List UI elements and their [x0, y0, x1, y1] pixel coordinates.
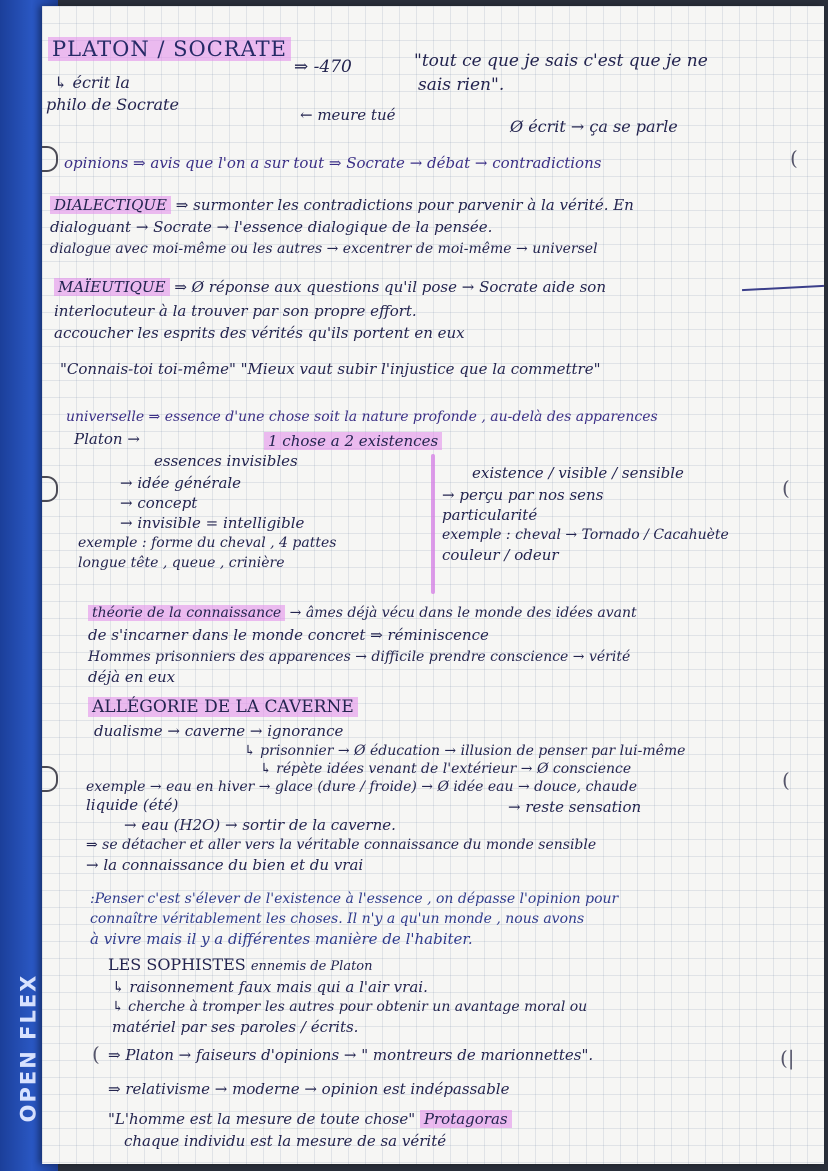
bracket-mark: (: [92, 1042, 100, 1066]
left-col-line-6: longue tête , queue , crinière: [78, 555, 285, 571]
bracket-mark: (: [782, 476, 790, 500]
reste-note: → reste sensation: [508, 798, 642, 816]
penser-line-1: :Penser c'est s'élever de l'existence à l'essence , on dépasse l'opinion pour: [90, 891, 619, 907]
one-thing-two-existences: 1 chose a 2 existences: [264, 432, 442, 450]
quotes-line: "Connais-toi toi-même" "Mieux vaut subir l'injustice que la commettre": [60, 360, 601, 378]
chaque-individu-line: chaque individu est la mesure de sa vérité: [124, 1132, 447, 1150]
opinions-line: opinions ⇒ avis que l'on a sur tout ⇒ Socrate → débat → contradictions: [64, 154, 602, 172]
date-note: ⇒ -470: [294, 57, 352, 77]
punch-hole: [42, 146, 58, 172]
punch-hole: [42, 476, 58, 502]
left-col-line-1: essences invisibles: [154, 452, 298, 470]
eau-example-line: exemple → eau en hiver → glace (dure / froide) → Ø idée eau → douce, chaude: [86, 779, 638, 795]
punch-hole: [42, 766, 58, 792]
page-title: PLATON / SOCRATE: [48, 37, 291, 61]
penser-line-3: à vivre mais il y a différentes manière de l'habiter.: [90, 930, 473, 948]
bracket-mark: (: [782, 768, 790, 792]
written-note: ↳ écrit la: [54, 73, 130, 92]
protagoras-label: Protagoras: [420, 1110, 512, 1128]
right-col-line-2: → perçu par nos sens: [442, 486, 604, 504]
left-col-line-4: → invisible = intelligible: [120, 514, 305, 532]
divider-line: [431, 454, 435, 594]
killed-note: ← meure tué: [300, 106, 396, 124]
sophistes-line-3: matériel par ses paroles / écrits.: [112, 1018, 359, 1036]
dialectique-term: DIALECTIQUE: [50, 196, 171, 214]
dialectique-line-3: dialogue avec moi-même ou les autres → excentrer de moi-même → universel: [50, 241, 598, 257]
theorie-def: → âmes déjà vécu dans le monde des idées avant: [289, 605, 637, 621]
notebook-page: [42, 6, 824, 1164]
detacher-line: ⇒ se détacher et aller vers la véritable connaissance du monde sensible: [86, 837, 597, 853]
left-col-line-5: exemple : forme du cheval , 4 pattes: [78, 535, 337, 551]
penser-line-2: connaître véritablement les choses. Il n'y a qu'un monde , nous avons: [90, 911, 585, 927]
spoken-note: Ø écrit → ça se parle: [510, 117, 678, 136]
theorie-line-3: Hommes prisonniers des apparences → difficile prendre conscience → vérité: [88, 649, 631, 665]
theorie-line-2: de s'incarner dans le monde concret ⇒ réminiscence: [88, 626, 489, 644]
homme-mesure-quote: "L'homme est la mesure de toute chose": [108, 1110, 416, 1128]
philo-note: philo de Socrate: [46, 95, 179, 114]
maieutique-def: ⇒ Ø réponse aux questions qu'il pose → Socrate aide son: [174, 278, 606, 296]
theorie-line-4: déjà en eux: [88, 668, 176, 686]
sophistes-line-1: ↳ raisonnement faux mais qui a l'air vrai.: [112, 978, 428, 996]
liquide-note: liquide (été): [86, 796, 179, 814]
brand-text: OPEN FLEX: [16, 973, 40, 1123]
prisonnier-line: ↳ prisonnier → Ø éducation → illusion de penser par lui-même: [244, 743, 686, 759]
right-col-line-3: particularité: [442, 506, 538, 524]
relativisme-line: ⇒ relativisme → moderne → opinion est indépassable: [108, 1080, 510, 1098]
maieutique-line-2: interlocuteur à la trouver par son propre effort.: [54, 302, 417, 320]
universelle-line: universelle ⇒ essence d'une chose soit la nature profonde , au-delà des apparences: [66, 409, 658, 425]
sophistes-sub: ennemis de Platon: [250, 959, 373, 974]
dualisme-line: dualisme → caverne → ignorance: [94, 722, 344, 740]
maieutique-term: MAÏEUTIQUE: [54, 278, 170, 296]
dialectique-line-2: dialoguant → Socrate → l'essence dialogique de la pensée.: [50, 218, 493, 236]
right-col-line-5: couleur / odeur: [442, 546, 559, 564]
right-col-line-1: existence / visible / sensible: [472, 464, 684, 482]
underline-mark: [742, 285, 824, 291]
repete-line: ↳ répète idées venant de l'extérieur → Ø conscience: [260, 761, 632, 777]
left-col-line-3: → concept: [120, 494, 198, 512]
quote-line-1: "tout ce que je sais c'est que je ne: [414, 51, 708, 71]
dialectique-def: ⇒ surmonter les contradictions pour parvenir à la vérité. En: [175, 196, 634, 214]
sophistes-line-2: ↳ cherche à tromper les autres pour obtenir un avantage moral ou: [112, 999, 588, 1015]
sophistes-title: LES SOPHISTES: [108, 955, 246, 974]
h2o-line: → eau (H2O) → sortir de la caverne.: [124, 816, 396, 834]
platon-faiseurs-line: ⇒ Platon → faiseurs d'opinions → " montreurs de marionnettes".: [108, 1046, 594, 1064]
left-col-line-2: → idée générale: [120, 474, 242, 492]
bracket-mark: (|: [780, 1046, 795, 1070]
connaissance-bien-line: → la connaissance du bien et du vrai: [86, 856, 364, 874]
bracket-mark: (: [790, 146, 798, 170]
theorie-term: théorie de la connaissance: [88, 605, 285, 621]
quote-line-2: sais rien".: [418, 75, 505, 95]
right-col-line-4: exemple : cheval → Tornado / Cacahuète: [442, 527, 729, 543]
maieutique-line-3: accoucher les esprits des vérités qu'ils portent en eux: [54, 324, 465, 342]
platon-arrow: Platon →: [74, 430, 140, 448]
allegorie-title: ALLÉGORIE DE LA CAVERNE: [88, 697, 358, 717]
